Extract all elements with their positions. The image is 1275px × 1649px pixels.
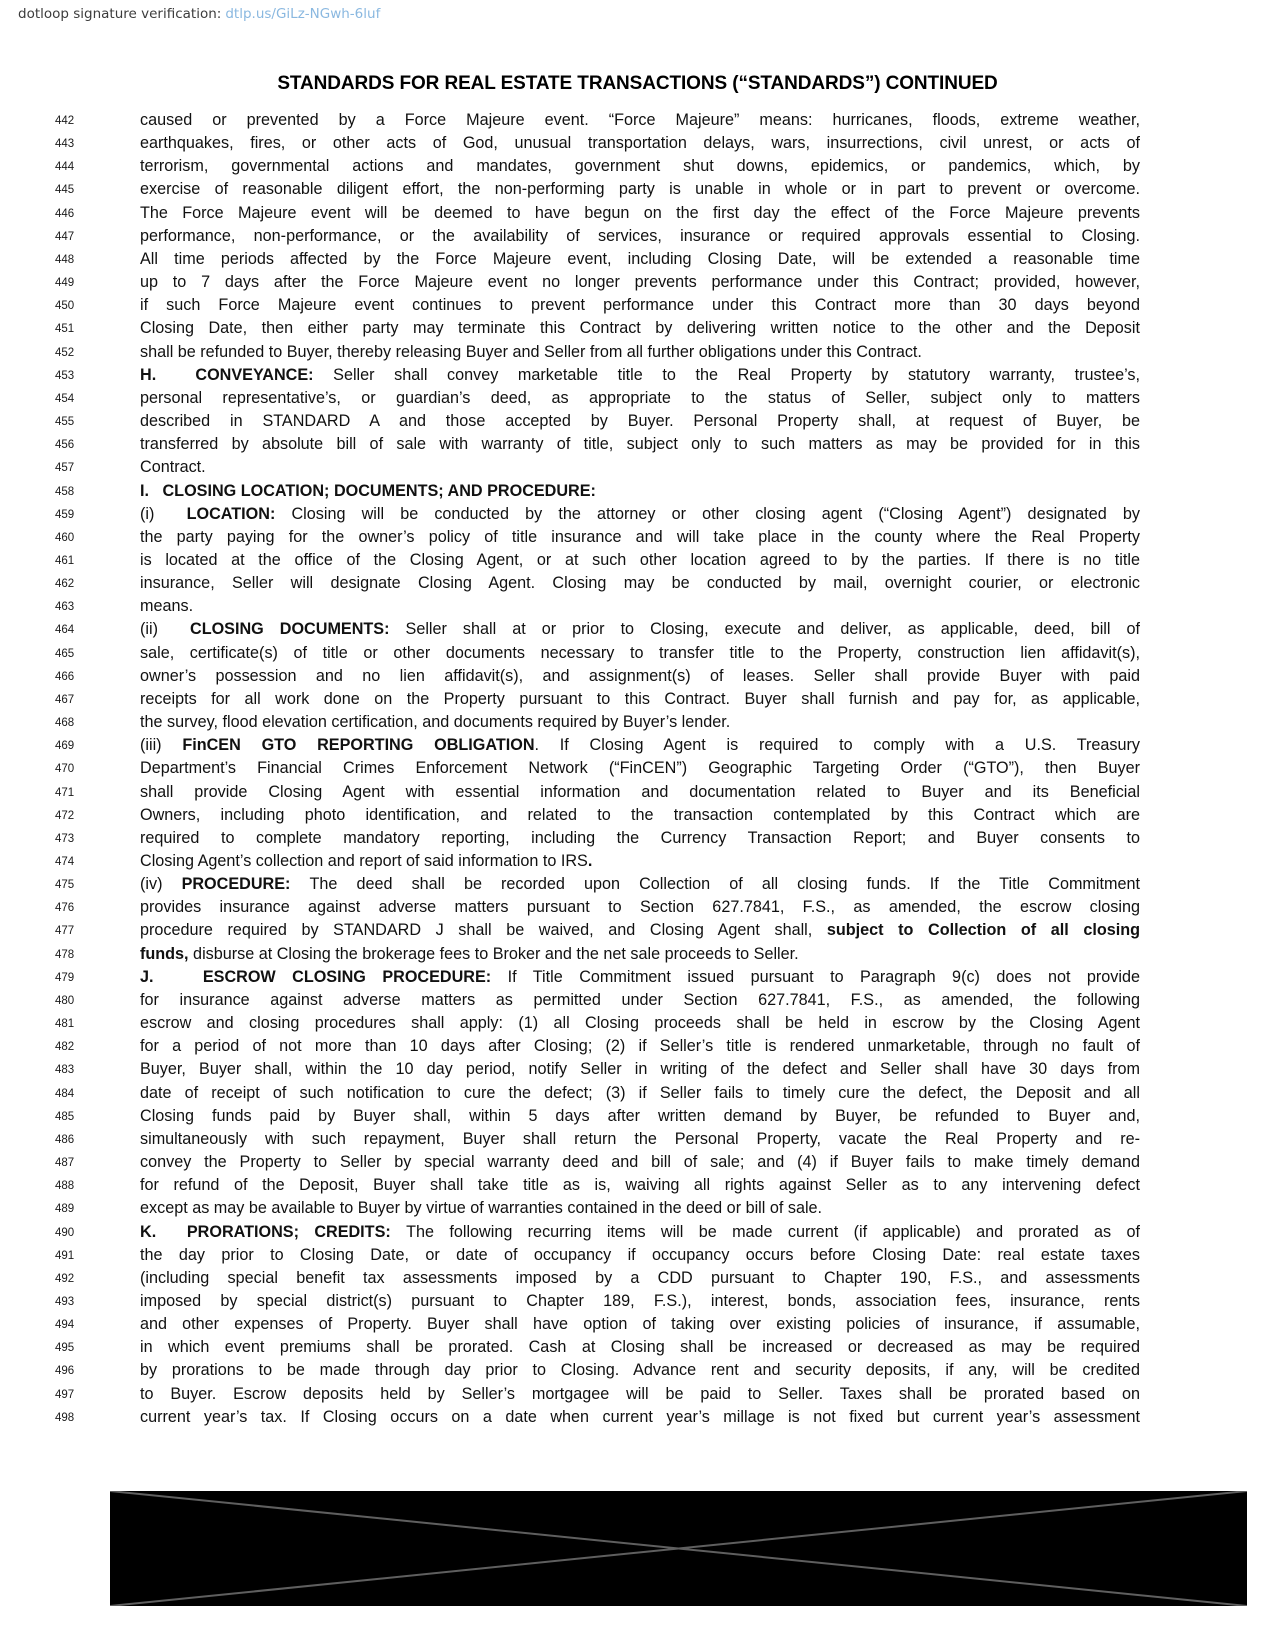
line-text: personal representative’s, or guardian’s deed, as appropriate to the status of Seller, subject only to matters bbox=[140, 388, 1140, 407]
line-number: 472 bbox=[55, 809, 75, 822]
document-line bbox=[55, 1128, 1140, 1151]
line-text: and other expenses of Property. Buyer shall have option of taking over existing policies of insurance, if assumable, bbox=[140, 1315, 1140, 1334]
document-line bbox=[55, 665, 1140, 688]
document-line bbox=[55, 317, 1140, 340]
document-line bbox=[55, 595, 1140, 618]
verification-label: dotloop signature verification: bbox=[18, 6, 222, 22]
line-text: procedure required by STANDARD J shall be waived, and Closing Agent shall, subject to Collection of all closing bbox=[140, 921, 1140, 940]
line-text: exercise of reasonable diligent effort, the non-performing party is unable in whole or in part to prevent or overcome. bbox=[140, 180, 1140, 199]
line-number: 483 bbox=[55, 1064, 75, 1077]
line-text: up to 7 days after the Force Majeure event no longer prevents performance under this Contract; provided, however, bbox=[140, 273, 1140, 292]
line-number: 491 bbox=[55, 1249, 75, 1262]
line-text: All time periods affected by the Force Majeure event, including Closing Date, will be extended a reasonable time bbox=[140, 249, 1140, 268]
document-line bbox=[55, 1336, 1140, 1359]
document-line bbox=[55, 456, 1140, 479]
document-line bbox=[55, 294, 1140, 317]
line-number: 484 bbox=[55, 1087, 75, 1100]
line-number: 455 bbox=[55, 416, 75, 429]
document-line bbox=[55, 1105, 1140, 1128]
line-text: (including special benefit tax assessments imposed by a CDD pursuant to Chapter 190, F.S., and assessments bbox=[140, 1268, 1140, 1287]
line-text: described in STANDARD A and those accepted by Buyer. Personal Property shall, at request of Buyer, be bbox=[140, 412, 1140, 431]
line-text: (iv) PROCEDURE: The deed shall be recorded upon Collection of all closing funds. If the Title Commitment bbox=[140, 875, 1140, 894]
line-number: 492 bbox=[55, 1272, 75, 1285]
line-number: 488 bbox=[55, 1180, 75, 1193]
redaction-box bbox=[110, 1491, 1247, 1606]
line-text: means. bbox=[140, 597, 194, 616]
line-number: 443 bbox=[55, 138, 75, 151]
document-line bbox=[55, 1221, 1140, 1244]
document-line bbox=[55, 989, 1140, 1012]
document-line bbox=[55, 109, 1140, 132]
line-number: 469 bbox=[55, 740, 75, 753]
line-text: insurance, Seller will designate Closing Agent. Closing may be conducted by mail, overnight courier, or electronic bbox=[140, 574, 1140, 593]
document-line bbox=[55, 781, 1140, 804]
line-text: (iii) FinCEN GTO REPORTING OBLIGATION. If Closing Agent is required to comply with a U.S. Treasury bbox=[140, 736, 1140, 755]
document-line bbox=[55, 1197, 1140, 1220]
line-text: Closing Date, then either party may terminate this Contract by delivering written notice to the other and the Deposit bbox=[140, 319, 1140, 338]
line-number: 448 bbox=[55, 253, 75, 266]
document-line bbox=[55, 919, 1140, 942]
line-number: 487 bbox=[55, 1157, 75, 1170]
line-number: 479 bbox=[55, 971, 75, 984]
document-line bbox=[55, 1012, 1140, 1035]
document-line bbox=[55, 966, 1140, 989]
document-line bbox=[55, 433, 1140, 456]
verification-link[interactable]: dtlp.us/GiLz-NGwh-6luf bbox=[225, 6, 381, 22]
line-text: earthquakes, fires, or other acts of God, unusual transportation delays, wars, insurrections, civil unrest, or acts of bbox=[140, 134, 1140, 153]
line-number: 498 bbox=[55, 1411, 75, 1424]
document-line bbox=[55, 132, 1140, 155]
line-text: for refund of the Deposit, Buyer shall take title as is, waiving all rights against Seller as to any intervening defect bbox=[140, 1176, 1140, 1195]
line-text: shall provide Closing Agent with essential information and documentation related to Buyer and its Beneficial bbox=[140, 782, 1140, 801]
document-line bbox=[55, 178, 1140, 201]
line-text: Closing Agent’s collection and report of said information to IRS. bbox=[140, 852, 593, 870]
document-line bbox=[55, 480, 1140, 503]
line-number: 474 bbox=[55, 856, 75, 868]
document-line bbox=[55, 503, 1140, 526]
document-line bbox=[55, 364, 1140, 387]
line-number: 445 bbox=[55, 184, 75, 197]
line-number: 485 bbox=[55, 1110, 75, 1123]
line-number: 475 bbox=[55, 879, 75, 892]
line-text: simultaneously with such repayment, Buyer shall return the Personal Property, vacate the Real Property and re- bbox=[140, 1129, 1140, 1148]
document-line bbox=[55, 572, 1140, 595]
line-text: to Buyer. Escrow deposits held by Seller’s mortgagee will be paid to Seller. Taxes shall be prorated based on bbox=[140, 1384, 1140, 1403]
line-number: 481 bbox=[55, 1018, 75, 1031]
line-number: 460 bbox=[55, 531, 75, 544]
line-number: 470 bbox=[55, 763, 75, 776]
document-line bbox=[55, 850, 1140, 873]
document-line bbox=[55, 827, 1140, 850]
document-line bbox=[55, 1290, 1140, 1313]
line-text: Closing funds paid by Buyer shall, within 5 days after written demand by Buyer, be refunded to Buyer and, bbox=[140, 1106, 1140, 1125]
line-number: 462 bbox=[55, 578, 75, 591]
line-number: 497 bbox=[55, 1388, 75, 1401]
line-text: sale, certificate(s) of title or other documents necessary to transfer title to the Property, construction lien affidavit(s), bbox=[140, 643, 1140, 662]
line-text: funds, disburse at Closing the brokerage fees to Broker and the net sale proceeds to Seller. bbox=[140, 944, 799, 963]
line-number: 473 bbox=[55, 832, 75, 845]
document-line bbox=[55, 341, 1140, 364]
line-number: 490 bbox=[55, 1226, 75, 1239]
line-number: 449 bbox=[55, 277, 75, 290]
line-text: in which event premiums shall be prorated. Cash at Closing shall be increased or decreased as may be required bbox=[140, 1338, 1140, 1357]
document-line bbox=[55, 410, 1140, 433]
document-line bbox=[55, 1244, 1140, 1267]
line-number: 468 bbox=[55, 717, 75, 730]
line-text: The Force Majeure event will be deemed to have begun on the first day the effect of the Force Majeure prevents bbox=[140, 203, 1140, 222]
line-number: 463 bbox=[55, 601, 75, 614]
line-text: receipts for all work done on the Property pursuant to this Contract. Buyer shall furnish and pay for, as applicable, bbox=[140, 689, 1140, 708]
document-line bbox=[55, 1058, 1140, 1081]
line-number: 495 bbox=[55, 1342, 75, 1355]
line-text: convey the Property to Seller by special warranty deed and bill of sale; and (4) if Buyer fails to make timely demand bbox=[140, 1153, 1140, 1172]
document-line bbox=[55, 1151, 1140, 1174]
line-text: provides insurance against adverse matters pursuant to Section 627.7841, F.S., as amended, the escrow closing bbox=[140, 898, 1140, 917]
document-line bbox=[55, 896, 1140, 919]
line-text: performance, non-performance, or the availability of services, insurance or required approvals essential to Closing. bbox=[140, 226, 1140, 245]
line-number: 453 bbox=[55, 369, 75, 382]
line-number: 480 bbox=[55, 994, 75, 1007]
line-number: 464 bbox=[55, 624, 75, 637]
line-number: 493 bbox=[55, 1295, 75, 1308]
line-text: Owners, including photo identification, and related to the transaction contemplated by this Contract which are bbox=[140, 805, 1140, 824]
document-line bbox=[55, 1359, 1140, 1382]
document-line bbox=[55, 1313, 1140, 1336]
signature-verification-bar bbox=[18, 6, 380, 22]
line-number: 471 bbox=[55, 786, 75, 799]
line-text: shall be refunded to Buyer, thereby releasing Buyer and Seller from all further obligations under this Contract. bbox=[140, 342, 922, 361]
document-line bbox=[55, 526, 1140, 549]
line-number: 442 bbox=[55, 115, 75, 127]
document-line bbox=[55, 271, 1140, 294]
line-text: (ii) CLOSING DOCUMENTS: Seller shall at or prior to Closing, execute and deliver, as applicable, deed, bill of bbox=[140, 620, 1140, 639]
line-text: (i) LOCATION: Closing will be conducted by the attorney or other closing agent (“Closing Agent”) designated by bbox=[140, 504, 1140, 523]
document-line bbox=[55, 711, 1140, 734]
line-number: 465 bbox=[55, 647, 75, 660]
line-number: 461 bbox=[55, 554, 75, 567]
line-text: J. ESCROW CLOSING PROCEDURE: If Title Commitment issued pursuant to Paragraph 9(c) does not provide bbox=[140, 967, 1140, 986]
document-line bbox=[55, 734, 1140, 757]
document-line bbox=[55, 1082, 1140, 1105]
line-text: Buyer, Buyer shall, within the 10 day period, notify Seller in writing of the defect and Seller shall have 30 days from bbox=[140, 1060, 1140, 1079]
line-text: current year’s tax. If Closing occurs on a date when current year’s millage is not fixed but current year’s assessment bbox=[140, 1407, 1140, 1426]
line-text: caused or prevented by a Force Majeure event. “Force Majeure” means: hurricanes, floods, extreme weather, bbox=[140, 111, 1140, 129]
line-number: 459 bbox=[55, 508, 75, 521]
line-text: required to complete mandatory reporting, including the Currency Transaction Report; and Buyer consents to bbox=[140, 828, 1140, 847]
line-number: 466 bbox=[55, 670, 75, 683]
document-lines bbox=[55, 109, 1140, 1429]
document-line bbox=[55, 1267, 1140, 1290]
document-line bbox=[55, 1174, 1140, 1197]
line-number: 489 bbox=[55, 1203, 75, 1216]
document-line bbox=[55, 1035, 1140, 1058]
line-number: 452 bbox=[55, 346, 75, 359]
line-number: 482 bbox=[55, 1041, 75, 1054]
line-number: 457 bbox=[55, 462, 75, 475]
line-text: except as may be available to Buyer by virtue of warranties contained in the deed or bill of sale. bbox=[140, 1199, 823, 1218]
line-number: 478 bbox=[55, 948, 75, 961]
line-text: terrorism, governmental actions and mandates, government shut downs, epidemics, or pandemics, which, by bbox=[140, 157, 1140, 176]
line-text: escrow and closing procedures shall apply: (1) all Closing proceeds shall be held in escrow by the Closing Agent bbox=[140, 1014, 1140, 1033]
line-number: 477 bbox=[55, 925, 75, 938]
line-number: 444 bbox=[55, 161, 75, 174]
line-text: is located at the office of the Closing Agent, or at such other location agreed to by the parties. If there is no title bbox=[140, 550, 1140, 569]
document-line bbox=[55, 248, 1140, 271]
document-line bbox=[55, 943, 1140, 966]
line-text: Contract. bbox=[140, 458, 206, 477]
line-number: 447 bbox=[55, 230, 75, 243]
line-text: if such Force Majeure event continues to prevent performance under this Contract more than 30 days beyond bbox=[140, 296, 1140, 315]
line-number: 454 bbox=[55, 392, 75, 405]
line-number: 486 bbox=[55, 1133, 75, 1146]
line-number: 450 bbox=[55, 300, 75, 313]
line-text: transferred by absolute bill of sale with warranty of title, subject only to such matters as may be provided for in this bbox=[140, 435, 1140, 454]
document-line bbox=[55, 202, 1140, 225]
document-line bbox=[55, 155, 1140, 178]
page-title: STANDARDS FOR REAL ESTATE TRANSACTIONS (“STANDARDS”) CONTINUED bbox=[277, 73, 998, 94]
line-text: the survey, flood elevation certification, and documents required by Buyer’s lender. bbox=[140, 713, 731, 732]
line-text: for a period of not more than 10 days after Closing; (2) if Seller’s title is rendered unmarketable, through no fault of bbox=[140, 1037, 1140, 1056]
line-number: 496 bbox=[55, 1365, 75, 1378]
line-number: 458 bbox=[55, 485, 75, 498]
document-line bbox=[55, 1383, 1140, 1406]
line-text: I. CLOSING LOCATION; DOCUMENTS; AND PROCEDURE: bbox=[140, 481, 596, 500]
document-line bbox=[55, 804, 1140, 827]
document-line bbox=[55, 757, 1140, 780]
line-number: 456 bbox=[55, 439, 75, 452]
redaction-x-pattern bbox=[110, 1491, 1247, 1606]
line-text: H. CONVEYANCE: Seller shall convey marketable title to the Real Property by statutory warranty, trustee’s, bbox=[140, 365, 1140, 384]
line-text: date of receipt of such notification to cure the defect; (3) if Seller fails to timely cure the defect, the Deposit and all bbox=[140, 1083, 1140, 1102]
line-number: 494 bbox=[55, 1319, 75, 1332]
line-number: 476 bbox=[55, 902, 75, 915]
line-text: the day prior to Closing Date, or date of occupancy if occupancy occurs before Closing Date: real estate taxes bbox=[140, 1245, 1140, 1264]
line-text: by prorations to be made through day prior to Closing. Advance rent and security deposits, if any, will be credited bbox=[140, 1361, 1140, 1380]
line-number: 446 bbox=[55, 207, 75, 220]
line-text: for insurance against adverse matters as permitted under Section 627.7841, F.S., as amended, the following bbox=[140, 990, 1140, 1009]
line-text: imposed by special district(s) pursuant to Chapter 189, F.S.), interest, bonds, association fees, insurance, rents bbox=[140, 1291, 1140, 1310]
line-text: Department’s Financial Crimes Enforcement Network (“FinCEN”) Geographic Targeting Order (“GTO”), then Buyer bbox=[140, 759, 1140, 778]
line-text: K. PRORATIONS; CREDITS: The following recurring items will be made current (if applicable) and prorated as of bbox=[140, 1222, 1140, 1241]
document-line bbox=[55, 387, 1140, 410]
document-line bbox=[55, 549, 1140, 572]
line-number: 467 bbox=[55, 693, 75, 706]
line-text: owner’s possession and no lien affidavit(s), and assignment(s) of leases. Seller shall provide Buyer with paid bbox=[140, 666, 1140, 685]
document-line bbox=[55, 1406, 1140, 1429]
document-line bbox=[55, 873, 1140, 896]
document-line bbox=[55, 225, 1140, 248]
document-line bbox=[55, 642, 1140, 665]
document-line bbox=[55, 618, 1140, 641]
line-text: the party paying for the owner’s policy of title insurance and will take place in the county where the Real Property bbox=[140, 527, 1140, 546]
line-number: 451 bbox=[55, 323, 75, 336]
document-line bbox=[55, 688, 1140, 711]
